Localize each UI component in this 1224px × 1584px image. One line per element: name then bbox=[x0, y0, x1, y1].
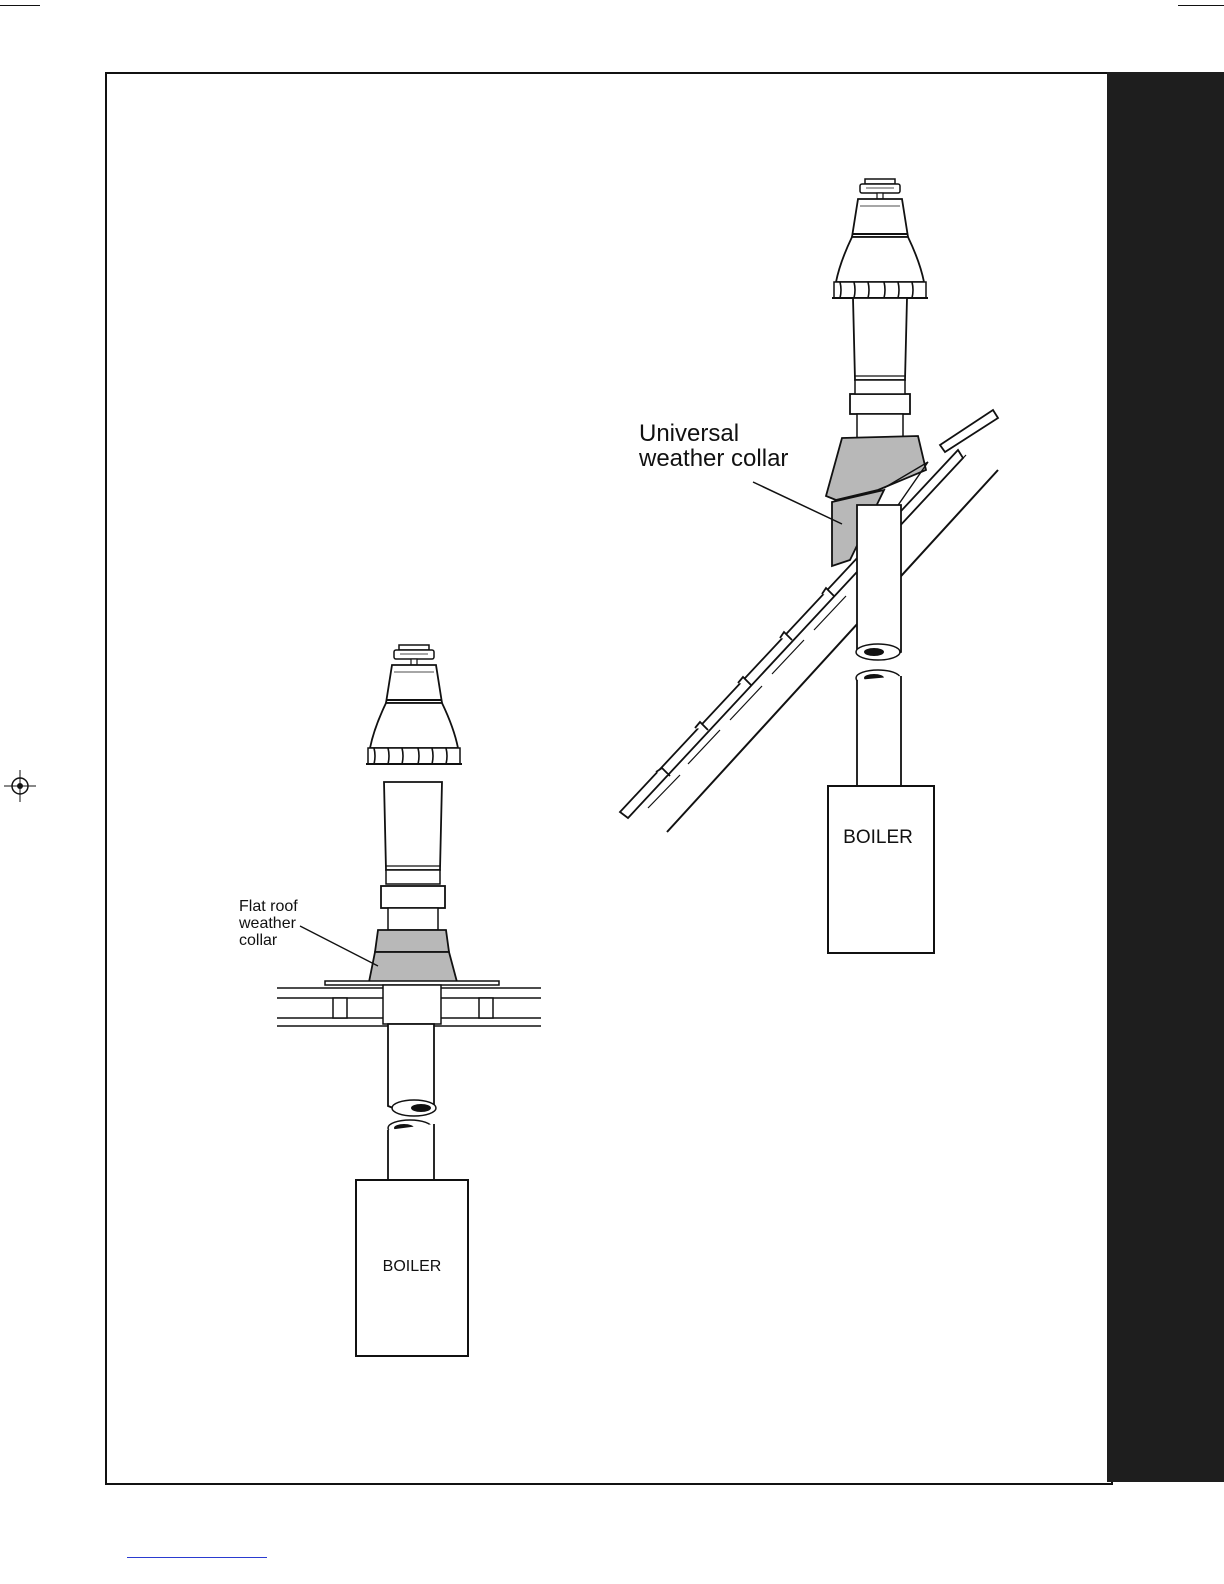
boiler-box-pitched bbox=[828, 786, 934, 953]
flat-collar-label-line3: collar bbox=[239, 932, 278, 949]
flat-terminal-icon bbox=[366, 645, 462, 764]
universal-collar-label-line2: weather collar bbox=[639, 445, 789, 472]
boiler-label-pitched: BOILER bbox=[843, 827, 913, 848]
flat-roof-installation bbox=[238, 645, 541, 1356]
flat-roof-weather-collar bbox=[375, 930, 449, 952]
universal-collar-label-line1: Universal bbox=[639, 420, 740, 447]
flat-collar-label-line2: weather bbox=[239, 915, 296, 932]
pitched-terminal-icon bbox=[832, 179, 928, 298]
flat-collar-label-line1: Flat roof bbox=[239, 898, 298, 915]
pitched-roof-installation bbox=[620, 179, 998, 953]
boiler-label-flat: BOILER bbox=[382, 1258, 442, 1275]
